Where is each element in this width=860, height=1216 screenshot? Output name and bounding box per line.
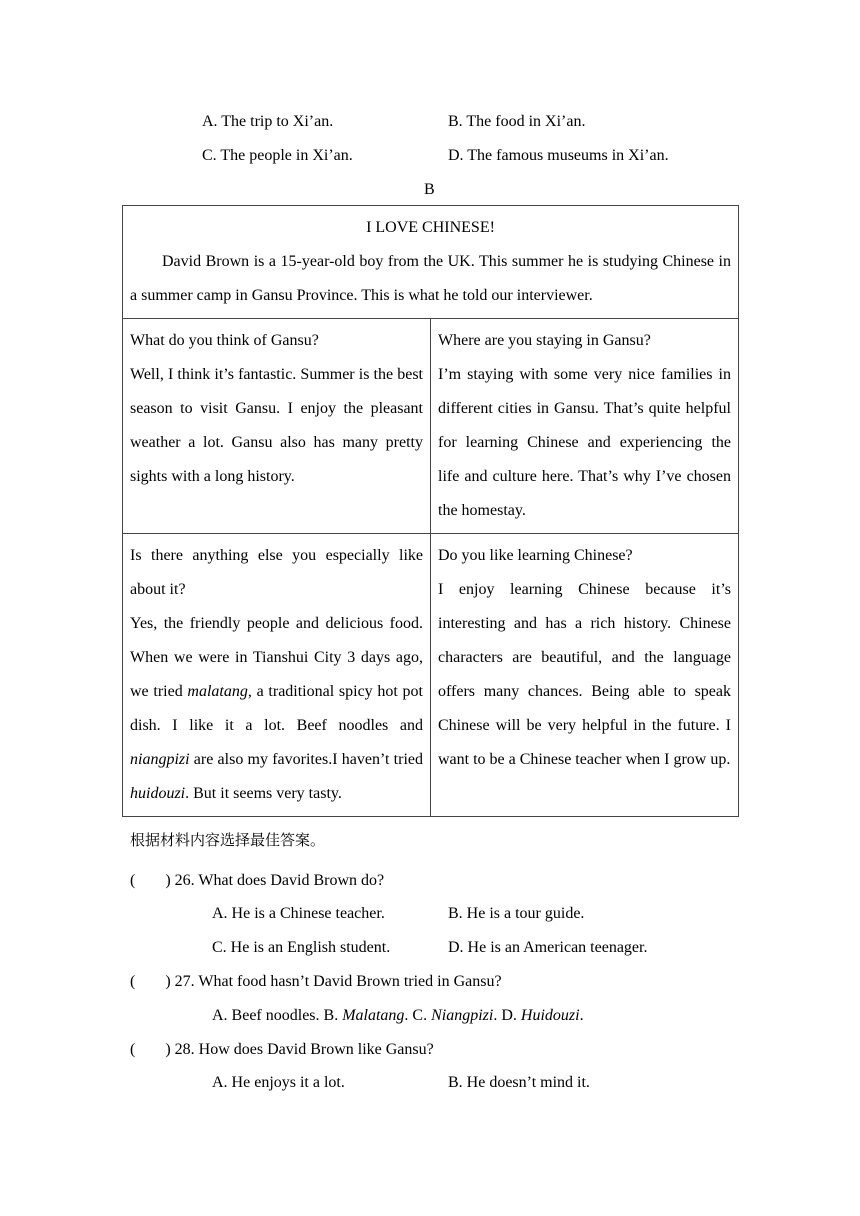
- interview-answer: Well, I think it’s fantastic. Summer is the best season to visit Gansu. I enjoy the pleasant weather a lot. Gansu also has many pretty sights with a long history.: [130, 366, 423, 485]
- passage-intro: David Brown is a 15-year-old boy from the UK. This summer he is studying Chinese in a summer camp in Gansu Province. This is what he told our interviewer.: [130, 253, 731, 304]
- interview-answer: I’m staying with some very nice families in different cities in Gansu. That’s quite helpful for learning Chinese and experiencing the life and culture here. That’s why I’ve chosen the homestay.: [438, 366, 731, 519]
- q27-options: A. Beef noodles. B. Malatang. C. Niangpizi. D. Huidouzi.: [212, 1007, 584, 1024]
- prev-option-a: A. The trip to Xi’an.: [202, 113, 334, 130]
- section-label: B: [424, 181, 435, 198]
- interview-question: What do you think of Gansu?: [130, 332, 319, 349]
- q28-option-a: A. He enjoys it a lot.: [212, 1074, 345, 1091]
- interview-answer: I enjoy learning Chinese because it’s interesting and has a rich history. Chinese characters are beautiful, and the language offers many chances. Being able to speak Chinese will be very helpful in the future. I want to be a Chinese teacher when I grow up.: [438, 581, 731, 768]
- question-26: [130, 871, 384, 891]
- question-27: [130, 972, 502, 992]
- q28-option-b: B. He doesn’t mind it.: [448, 1074, 590, 1091]
- question-stem: ) 27. What food hasn’t David Brown tried in Gansu?: [165, 973, 502, 990]
- interview-cell: [123, 534, 431, 817]
- prev-option-c: C. The people in Xi’an.: [202, 147, 353, 164]
- interview-cell: [123, 319, 431, 534]
- prev-option-b: B. The food in Xi’an.: [448, 113, 586, 130]
- q26-option-d: D. He is an American teenager.: [448, 939, 648, 956]
- answer-paren: (: [130, 1041, 136, 1058]
- instruction-text: 根据材料内容选择最佳答案。: [130, 831, 326, 849]
- food-term: huidouzi: [130, 785, 186, 802]
- q26-option-a: A. He is a Chinese teacher.: [212, 905, 385, 922]
- q26-option-c: C. He is an English student.: [212, 939, 391, 956]
- food-term: niangpizi: [130, 751, 190, 768]
- passage-title: I LOVE CHINESE!: [366, 219, 495, 236]
- question-stem: ) 26. What does David Brown do?: [165, 872, 385, 889]
- reading-table: [122, 205, 739, 817]
- interview-cell: [431, 534, 739, 817]
- interview-cell: [431, 319, 739, 534]
- question-28: [130, 1040, 434, 1060]
- interview-question: Is there anything else you especially like about it?: [130, 547, 423, 598]
- food-term: malatang: [187, 683, 248, 700]
- question-stem: ) 28. How does David Brown like Gansu?: [165, 1041, 434, 1058]
- answer-paren: (: [130, 872, 136, 889]
- answer-paren: (: [130, 973, 136, 990]
- prev-option-d: D. The famous museums in Xi’an.: [448, 147, 669, 164]
- interview-question: Where are you staying in Gansu?: [438, 332, 651, 349]
- interview-answer: Yes, the friendly people and delicious food. When we were in Tianshui City 3 days ago, we tried malatang, a traditional spicy hot pot dish. I like it a lot. Beef noodles and niangpizi are also my favorites.I haven’t tried huidouzi. But it seems very tasty.: [130, 615, 423, 802]
- interview-question: Do you like learning Chinese?: [438, 547, 633, 564]
- q26-option-b: B. He is a tour guide.: [448, 905, 585, 922]
- table-header-cell: [123, 206, 739, 319]
